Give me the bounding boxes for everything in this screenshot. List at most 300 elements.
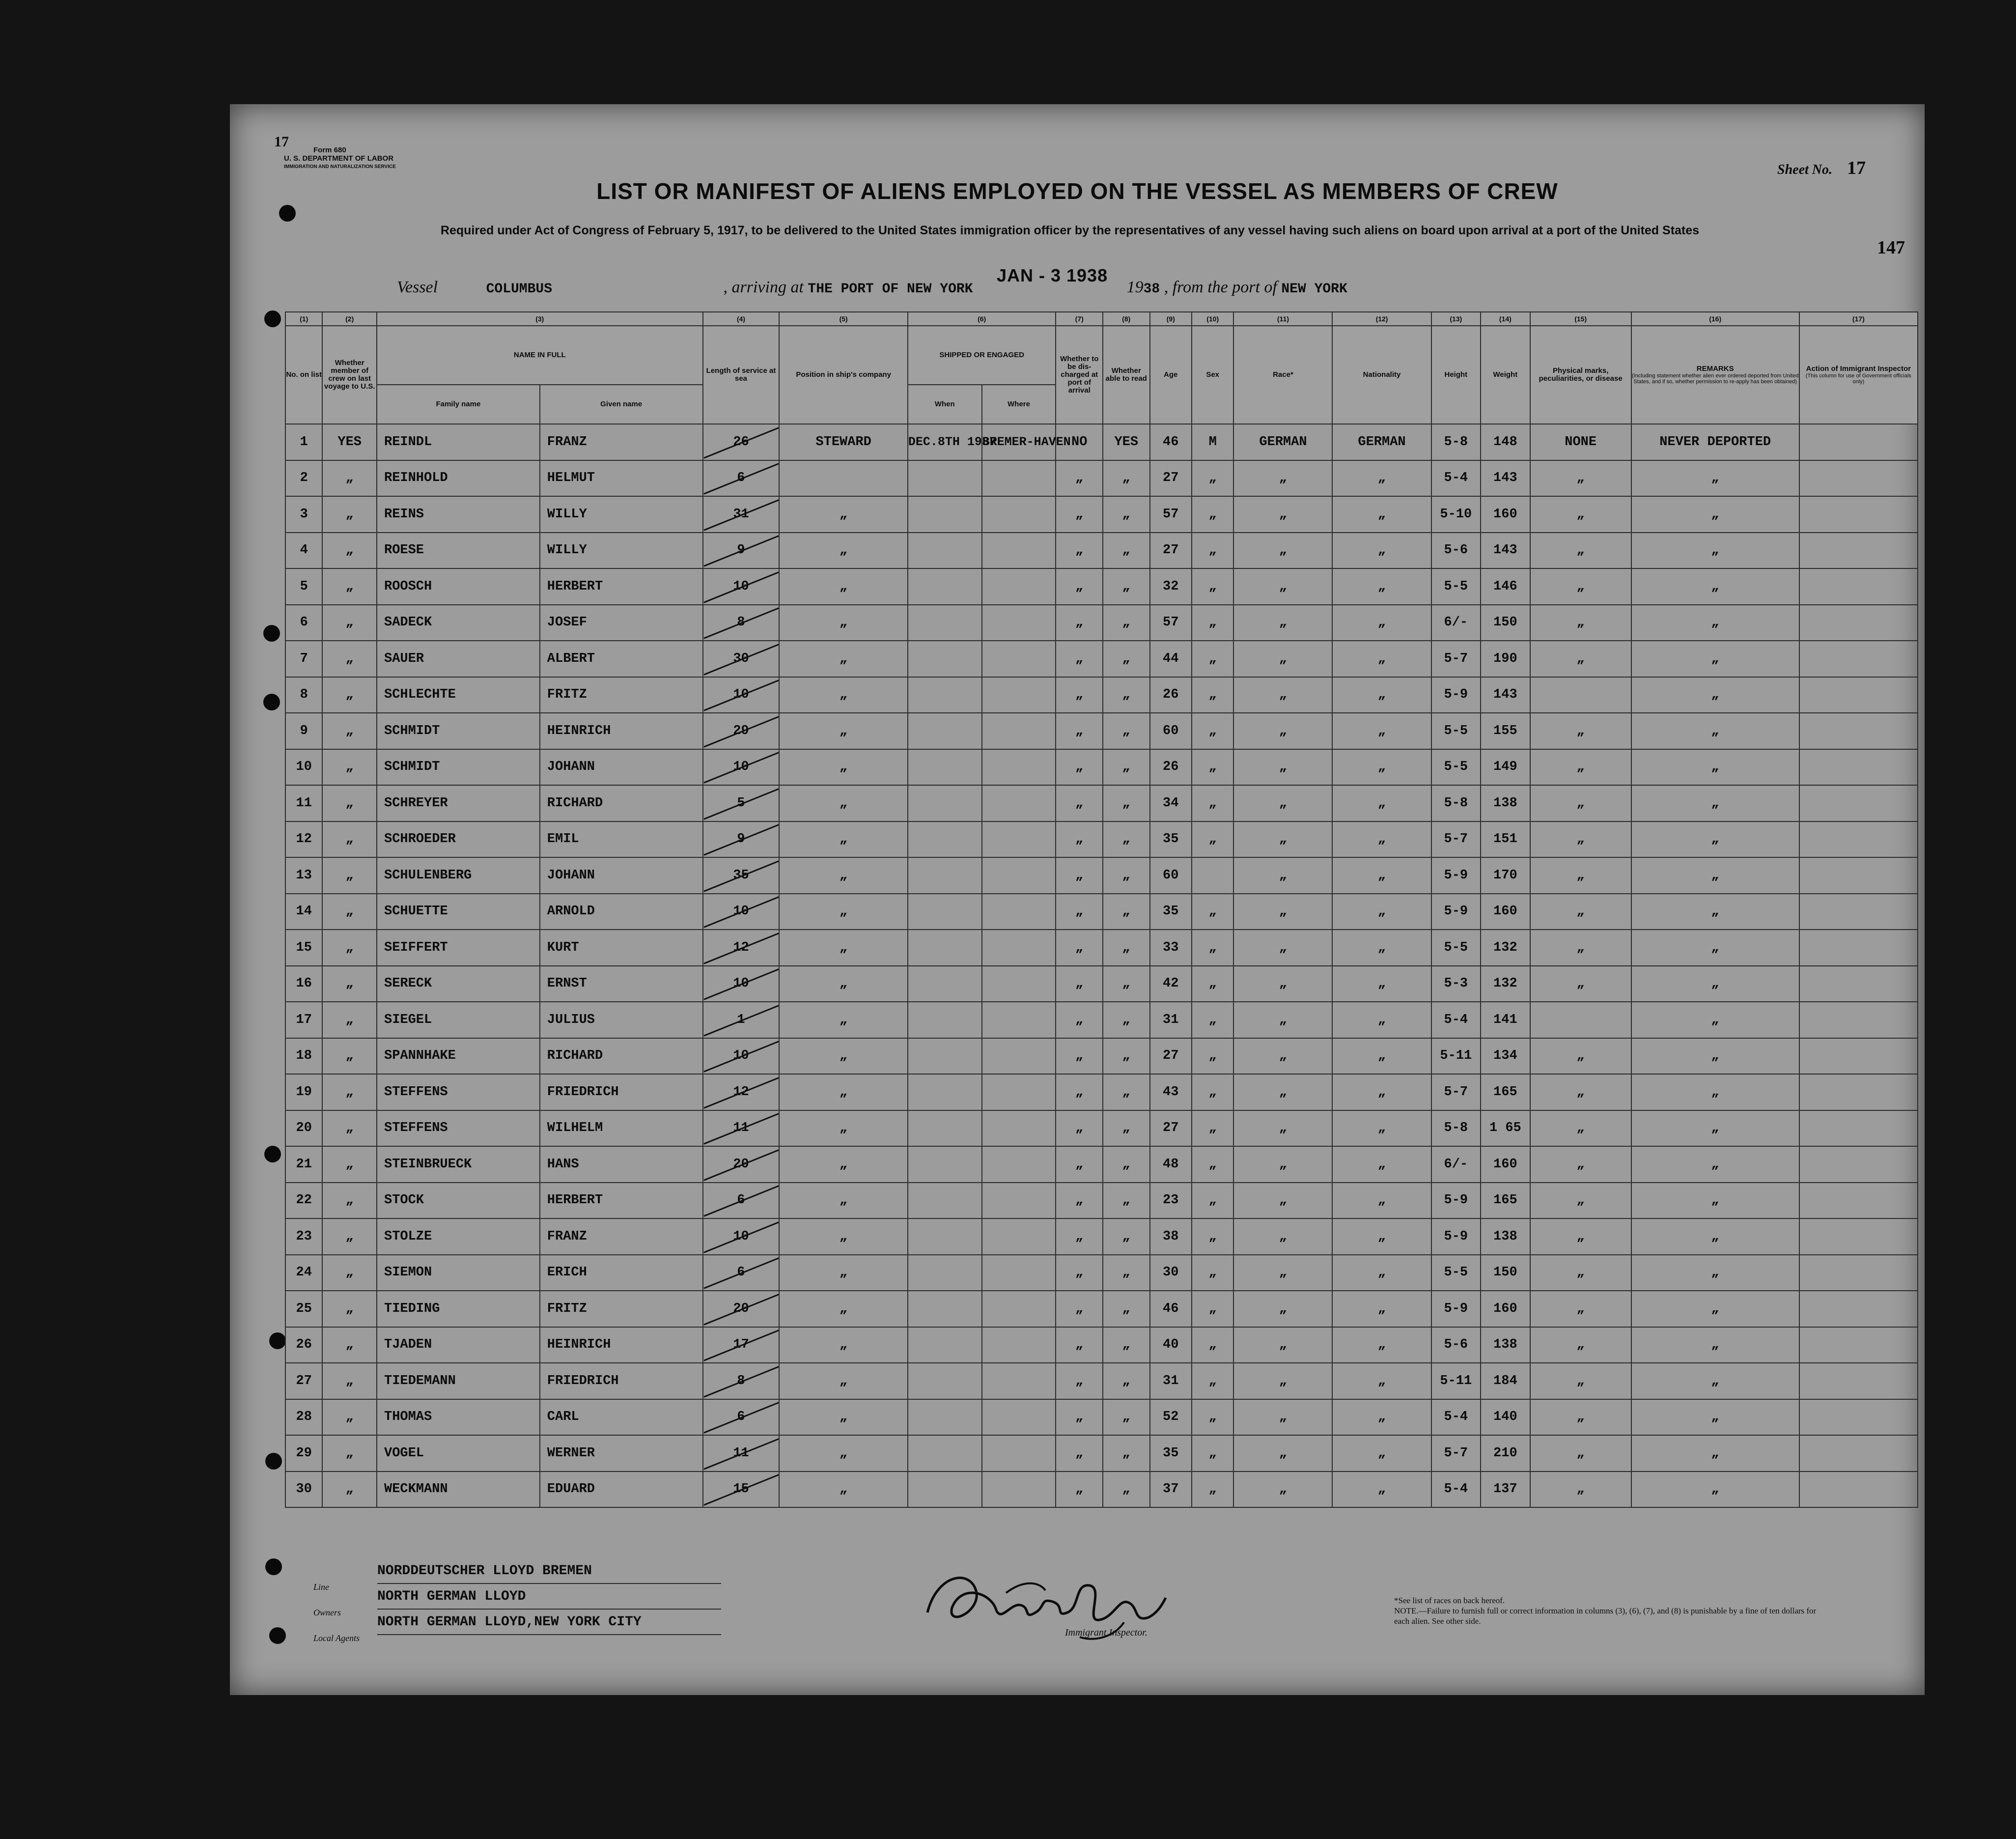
sex-cell: „ (1192, 821, 1233, 858)
able-to-read-cell: „ (1103, 1074, 1150, 1110)
punch-hole (264, 1146, 281, 1162)
column-number: (4) (703, 312, 780, 326)
race-cell: „ (1233, 1002, 1332, 1038)
remarks-cell: „ (1631, 1435, 1799, 1471)
crew-last-voyage-cell: „ (322, 1291, 377, 1327)
table-row (285, 1183, 1918, 1219)
length-service-cell: 9 (703, 821, 780, 858)
given-name-cell: FRITZ (540, 1291, 703, 1327)
discharged-cell: „ (1056, 1327, 1103, 1363)
shipped-when-cell (908, 605, 982, 641)
form-number: Form 680 (313, 146, 346, 154)
discharged-cell: „ (1056, 966, 1103, 1002)
given-name-cell: HERBERT (540, 1183, 703, 1219)
nationality-cell: „ (1332, 785, 1431, 821)
race-cell: „ (1233, 1074, 1332, 1110)
table-row (285, 568, 1918, 605)
position-cell: „ (779, 641, 907, 677)
given-name-cell: RICHARD (540, 785, 703, 821)
length-service-cell: 26 (703, 424, 780, 460)
header-length-service: Length of service at sea (703, 326, 780, 424)
header-when: When (908, 385, 982, 424)
column-number: (5) (779, 312, 907, 326)
manifest-page (230, 104, 1925, 1695)
nationality-cell: „ (1332, 1038, 1431, 1075)
weight-cell: 138 (1481, 1218, 1530, 1255)
table-row (285, 894, 1918, 930)
age-cell: 60 (1150, 713, 1192, 749)
inspector-label: Immigrant Inspector. (1065, 1627, 1148, 1638)
column-number: (3) (377, 312, 703, 326)
given-name-cell: HELMUT (540, 460, 703, 497)
length-service-cell: 10 (703, 677, 780, 713)
able-to-read-cell: „ (1103, 1471, 1150, 1508)
discharged-cell: „ (1056, 1146, 1103, 1183)
age-cell: 31 (1150, 1363, 1192, 1399)
height-cell: 5-9 (1431, 1183, 1481, 1219)
age-cell: 27 (1150, 460, 1192, 497)
row-number-cell: 21 (285, 1146, 322, 1183)
header-weight: Weight (1481, 326, 1530, 424)
able-to-read-cell: „ (1103, 460, 1150, 497)
weight-cell: 132 (1481, 966, 1530, 1002)
discharged-cell: „ (1056, 605, 1103, 641)
crew-last-voyage-cell: „ (322, 1363, 377, 1399)
physical-marks-cell (1530, 677, 1631, 713)
family-name-cell: THOMAS (377, 1399, 540, 1436)
column-number: (8) (1103, 312, 1150, 326)
shipped-where-cell (982, 713, 1056, 749)
race-cell: „ (1233, 677, 1332, 713)
position-cell: „ (779, 930, 907, 966)
shipped-when-cell (908, 1183, 982, 1219)
age-cell: 27 (1150, 1110, 1192, 1147)
crew-last-voyage-cell: „ (322, 533, 377, 569)
discharged-cell: „ (1056, 1218, 1103, 1255)
length-service-cell: 15 (703, 1471, 780, 1508)
sex-cell: „ (1192, 496, 1233, 533)
physical-marks-cell: „ (1530, 1363, 1631, 1399)
height-cell: 5-8 (1431, 785, 1481, 821)
position-cell: „ (779, 533, 907, 569)
manifest-body (285, 424, 1918, 1507)
length-service-cell: 9 (703, 533, 780, 569)
able-to-read-cell: „ (1103, 496, 1150, 533)
given-name-cell: JOSEF (540, 605, 703, 641)
age-cell: 60 (1150, 857, 1192, 894)
discharged-cell: „ (1056, 1183, 1103, 1219)
race-cell: „ (1233, 641, 1332, 677)
length-service-cell: 10 (703, 749, 780, 786)
family-name-cell: TJADEN (377, 1327, 540, 1363)
length-service-cell: 6 (703, 1255, 780, 1291)
sheet-value: 17 (1847, 158, 1866, 178)
row-number-cell: 5 (285, 568, 322, 605)
length-service-cell: 31 (703, 496, 780, 533)
height-cell: 5-11 (1431, 1038, 1481, 1075)
crew-last-voyage-cell: „ (322, 1074, 377, 1110)
crew-last-voyage-cell: „ (322, 460, 377, 497)
position-cell: „ (779, 1399, 907, 1436)
family-name-cell: SCHMIDT (377, 749, 540, 786)
crew-last-voyage-cell: „ (322, 821, 377, 858)
weight-cell: 143 (1481, 677, 1530, 713)
remarks-cell: „ (1631, 1183, 1799, 1219)
row-number-cell: 14 (285, 894, 322, 930)
height-cell: 5-4 (1431, 1471, 1481, 1508)
remarks-cell: „ (1631, 1002, 1799, 1038)
physical-marks-cell: „ (1530, 605, 1631, 641)
remarks-cell: NEVER DEPORTED (1631, 424, 1799, 460)
height-cell: 5-8 (1431, 1110, 1481, 1147)
position-cell: „ (779, 749, 907, 786)
crew-last-voyage-cell: „ (322, 857, 377, 894)
height-cell: 5-5 (1431, 568, 1481, 605)
crew-last-voyage-cell: „ (322, 1327, 377, 1363)
length-service-cell: 6 (703, 460, 780, 497)
remarks-note: (Including statement whether alien ever ordered deported from United States, and if so, whether permission to re-apply has been obtained) (1631, 373, 1799, 385)
height-cell: 5-5 (1431, 930, 1481, 966)
row-number-cell: 26 (285, 1327, 322, 1363)
family-name-cell: SIEMON (377, 1255, 540, 1291)
table-row (285, 1038, 1918, 1075)
able-to-read-cell: „ (1103, 1146, 1150, 1183)
given-name-cell: WILLY (540, 496, 703, 533)
height-cell: 6/- (1431, 605, 1481, 641)
height-cell: 5-11 (1431, 1363, 1481, 1399)
given-name-cell: FRIEDRICH (540, 1363, 703, 1399)
remarks-cell: „ (1631, 677, 1799, 713)
remarks-cell: „ (1631, 930, 1799, 966)
shipped-where-cell (982, 1074, 1056, 1110)
race-cell: „ (1233, 533, 1332, 569)
length-service-cell: 12 (703, 930, 780, 966)
crew-manifest-table (285, 311, 1918, 1508)
crew-last-voyage-cell: „ (322, 1038, 377, 1075)
physical-marks-cell: „ (1530, 1110, 1631, 1147)
nationality-cell: „ (1332, 1471, 1431, 1508)
sex-cell: „ (1192, 533, 1233, 569)
crew-last-voyage-cell: „ (322, 1218, 377, 1255)
discharged-cell: „ (1056, 821, 1103, 858)
height-cell: 5-7 (1431, 1074, 1481, 1110)
shipped-where-cell (982, 1291, 1056, 1327)
shipped-when-cell (908, 1327, 982, 1363)
family-name-cell: STEFFENS (377, 1074, 540, 1110)
row-number-cell: 16 (285, 966, 322, 1002)
remarks-cell: „ (1631, 533, 1799, 569)
shipped-where-cell (982, 460, 1056, 497)
column-number: (17) (1799, 312, 1918, 326)
column-number: (12) (1332, 312, 1431, 326)
shipped-when-cell (908, 749, 982, 786)
age-cell: 38 (1150, 1218, 1192, 1255)
shipped-when-cell (908, 821, 982, 858)
weight-cell: 165 (1481, 1183, 1530, 1219)
able-to-read-cell: „ (1103, 785, 1150, 821)
sex-cell: „ (1192, 1399, 1233, 1436)
family-name-cell: SCHROEDER (377, 821, 540, 858)
manifest-footer (230, 1554, 1925, 1695)
punch-hole (279, 205, 296, 222)
race-cell: „ (1233, 1255, 1332, 1291)
family-name-cell: REINS (377, 496, 540, 533)
sex-cell: „ (1192, 568, 1233, 605)
physical-marks-cell: „ (1530, 1255, 1631, 1291)
sex-cell: „ (1192, 1218, 1233, 1255)
table-row (285, 460, 1918, 497)
given-name-cell: FRANZ (540, 424, 703, 460)
race-cell: „ (1233, 1363, 1332, 1399)
table-row (285, 1146, 1918, 1183)
family-name-cell: SERECK (377, 966, 540, 1002)
able-to-read-cell: „ (1103, 568, 1150, 605)
table-row (285, 496, 1918, 533)
weight-cell: 141 (1481, 1002, 1530, 1038)
crew-last-voyage-cell: „ (322, 641, 377, 677)
physical-marks-cell: „ (1530, 821, 1631, 858)
shipped-when-cell (908, 1399, 982, 1436)
row-number-cell: 10 (285, 749, 322, 786)
discharged-cell: „ (1056, 1399, 1103, 1436)
inspector-action-cell (1799, 821, 1918, 858)
sex-cell: „ (1192, 785, 1233, 821)
discharged-cell: „ (1056, 641, 1103, 677)
weight-cell: 160 (1481, 496, 1530, 533)
header-given-name: Given name (540, 385, 703, 424)
sheet-number (1777, 157, 1866, 179)
length-service-cell: 1 (703, 1002, 780, 1038)
row-number-cell: 12 (285, 821, 322, 858)
nationality-cell: „ (1332, 749, 1431, 786)
header-crew-last-voyage: Whether member of crew on last voyage to U.S. (322, 326, 377, 424)
discharged-cell: „ (1056, 857, 1103, 894)
sex-cell: „ (1192, 1471, 1233, 1508)
sex-cell: „ (1192, 930, 1233, 966)
column-number: (16) (1631, 312, 1799, 326)
physical-marks-cell: „ (1530, 1183, 1631, 1219)
nationality-cell: „ (1332, 1110, 1431, 1147)
shipped-when-cell (908, 713, 982, 749)
inspector-action-cell (1799, 533, 1918, 569)
able-to-read-cell: „ (1103, 677, 1150, 713)
discharged-cell: „ (1056, 1002, 1103, 1038)
shipped-when-cell (908, 460, 982, 497)
remarks-cell: „ (1631, 785, 1799, 821)
inspector-action-cell (1799, 1183, 1918, 1219)
header-action-inspector (1799, 326, 1918, 424)
inspector-action-cell (1799, 1291, 1918, 1327)
able-to-read-cell: „ (1103, 930, 1150, 966)
race-cell: „ (1233, 1291, 1332, 1327)
race-cell: „ (1233, 1110, 1332, 1147)
height-cell: 5-9 (1431, 1218, 1481, 1255)
height-cell: 5-8 (1431, 424, 1481, 460)
age-cell: 46 (1150, 1291, 1192, 1327)
weight-cell: 184 (1481, 1363, 1530, 1399)
physical-marks-cell: NONE (1530, 424, 1631, 460)
nationality-cell: „ (1332, 821, 1431, 858)
position-cell: „ (779, 1218, 907, 1255)
length-service-cell: 11 (703, 1110, 780, 1147)
discharged-cell: „ (1056, 1363, 1103, 1399)
column-number: (2) (322, 312, 377, 326)
crew-last-voyage-cell: YES (322, 424, 377, 460)
row-number-cell: 13 (285, 857, 322, 894)
family-name-cell: SIEGEL (377, 1002, 540, 1038)
given-name-cell: HEINRICH (540, 713, 703, 749)
age-cell: 33 (1150, 930, 1192, 966)
height-cell: 5-9 (1431, 857, 1481, 894)
discharged-cell: „ (1056, 1038, 1103, 1075)
shipped-when-cell (908, 930, 982, 966)
able-to-read-cell: „ (1103, 1291, 1150, 1327)
shipped-when-cell (908, 1074, 982, 1110)
physical-marks-cell: „ (1530, 1471, 1631, 1508)
race-cell: „ (1233, 821, 1332, 858)
remarks-cell: „ (1631, 857, 1799, 894)
sex-cell: „ (1192, 605, 1233, 641)
inspector-action-cell (1799, 1110, 1918, 1147)
inspector-action-cell (1799, 857, 1918, 894)
shipped-when-cell (908, 857, 982, 894)
agents-value: NORTH GERMAN LLOYD,NEW YORK CITY (377, 1614, 642, 1630)
physical-marks-cell: „ (1530, 1435, 1631, 1471)
remarks-cell: „ (1631, 460, 1799, 497)
family-name-cell: REINDL (377, 424, 540, 460)
shipped-when-cell (908, 1146, 982, 1183)
height-cell: 5-9 (1431, 894, 1481, 930)
shipped-when-cell: DEC.8TH 1937 (908, 424, 982, 460)
given-name-cell: CARL (540, 1399, 703, 1436)
shipped-where-cell (982, 1110, 1056, 1147)
physical-marks-cell: „ (1530, 533, 1631, 569)
underline (377, 1583, 721, 1584)
crew-last-voyage-cell: „ (322, 1110, 377, 1147)
inspector-action-cell (1799, 749, 1918, 786)
shipped-where-cell (982, 785, 1056, 821)
table-row (285, 1218, 1918, 1255)
family-name-cell: SCHMIDT (377, 713, 540, 749)
remarks-cell: „ (1631, 496, 1799, 533)
shipped-where-cell (982, 677, 1056, 713)
remarks-cell: „ (1631, 749, 1799, 786)
position-cell: „ (779, 1183, 907, 1219)
sex-cell: „ (1192, 1183, 1233, 1219)
given-name-cell: WERNER (540, 1435, 703, 1471)
length-service-cell: 12 (703, 1074, 780, 1110)
family-name-cell: ROESE (377, 533, 540, 569)
inspector-action-cell (1799, 1038, 1918, 1075)
table-row (285, 1255, 1918, 1291)
shipped-when-cell (908, 785, 982, 821)
sex-cell: „ (1192, 1038, 1233, 1075)
family-name-cell: ROOSCH (377, 568, 540, 605)
discharged-cell: „ (1056, 785, 1103, 821)
shipped-where-cell (982, 1327, 1056, 1363)
race-cell: „ (1233, 785, 1332, 821)
given-name-cell: HERBERT (540, 568, 703, 605)
family-name-cell: SEIFFERT (377, 930, 540, 966)
discharged-cell: „ (1056, 749, 1103, 786)
nationality-cell: „ (1332, 966, 1431, 1002)
crew-last-voyage-cell: „ (322, 749, 377, 786)
age-cell: 35 (1150, 821, 1192, 858)
nationality-cell: „ (1332, 930, 1431, 966)
crew-last-voyage-cell: „ (322, 1183, 377, 1219)
given-name-cell: EMIL (540, 821, 703, 858)
sex-cell: „ (1192, 1327, 1233, 1363)
length-service-cell: 8 (703, 1363, 780, 1399)
able-to-read-cell: „ (1103, 713, 1150, 749)
age-cell: 46 (1150, 424, 1192, 460)
inspector-action-cell (1799, 1399, 1918, 1436)
table-row (285, 749, 1918, 786)
row-number-cell: 22 (285, 1183, 322, 1219)
given-name-cell: EDUARD (540, 1471, 703, 1508)
shipped-where-cell (982, 641, 1056, 677)
position-cell: „ (779, 568, 907, 605)
position-cell: „ (779, 785, 907, 821)
age-cell: 34 (1150, 785, 1192, 821)
age-cell: 26 (1150, 749, 1192, 786)
length-service-cell: 6 (703, 1183, 780, 1219)
underline (377, 1634, 721, 1635)
discharged-cell: „ (1056, 894, 1103, 930)
height-cell: 5-4 (1431, 1399, 1481, 1436)
inspector-action-cell (1799, 605, 1918, 641)
shipped-where-cell (982, 1146, 1056, 1183)
sex-cell: „ (1192, 1435, 1233, 1471)
underline (377, 1609, 721, 1610)
nationality-cell: „ (1332, 1363, 1431, 1399)
vessel-name: COLUMBUS (486, 282, 553, 297)
column-number: (1) (285, 312, 322, 326)
physical-marks-cell: „ (1530, 568, 1631, 605)
height-cell: 5-7 (1431, 1435, 1481, 1471)
weight-cell: 160 (1481, 1291, 1530, 1327)
nationality-cell: „ (1332, 1074, 1431, 1110)
shipped-when-cell (908, 677, 982, 713)
physical-marks-cell: „ (1530, 1074, 1631, 1110)
table-row (285, 930, 1918, 966)
discharged-cell: „ (1056, 713, 1103, 749)
remarks-cell: „ (1631, 1327, 1799, 1363)
shipped-when-cell (908, 496, 982, 533)
weight-cell: 143 (1481, 533, 1530, 569)
height-cell: 5-4 (1431, 460, 1481, 497)
punch-hole (265, 1453, 282, 1470)
date-stamp: JAN - 3 1938 (996, 265, 1108, 285)
length-service-cell: 20 (703, 1291, 780, 1327)
weight-cell: 210 (1481, 1435, 1530, 1471)
sex-cell: „ (1192, 1074, 1233, 1110)
able-to-read-cell: „ (1103, 1038, 1150, 1075)
position-cell: „ (779, 1074, 907, 1110)
sex-cell: „ (1192, 1363, 1233, 1399)
given-name-cell: FRITZ (540, 677, 703, 713)
year-prefix: 19 (1126, 278, 1144, 296)
family-name-cell: SAUER (377, 641, 540, 677)
height-cell: 5-7 (1431, 641, 1481, 677)
physical-marks-cell: „ (1530, 460, 1631, 497)
table-row (285, 1399, 1918, 1436)
weight-cell: 138 (1481, 785, 1530, 821)
position-cell: „ (779, 605, 907, 641)
height-cell: 5-10 (1431, 496, 1481, 533)
remarks-cell: „ (1631, 1074, 1799, 1110)
remarks-cell: „ (1631, 1255, 1799, 1291)
